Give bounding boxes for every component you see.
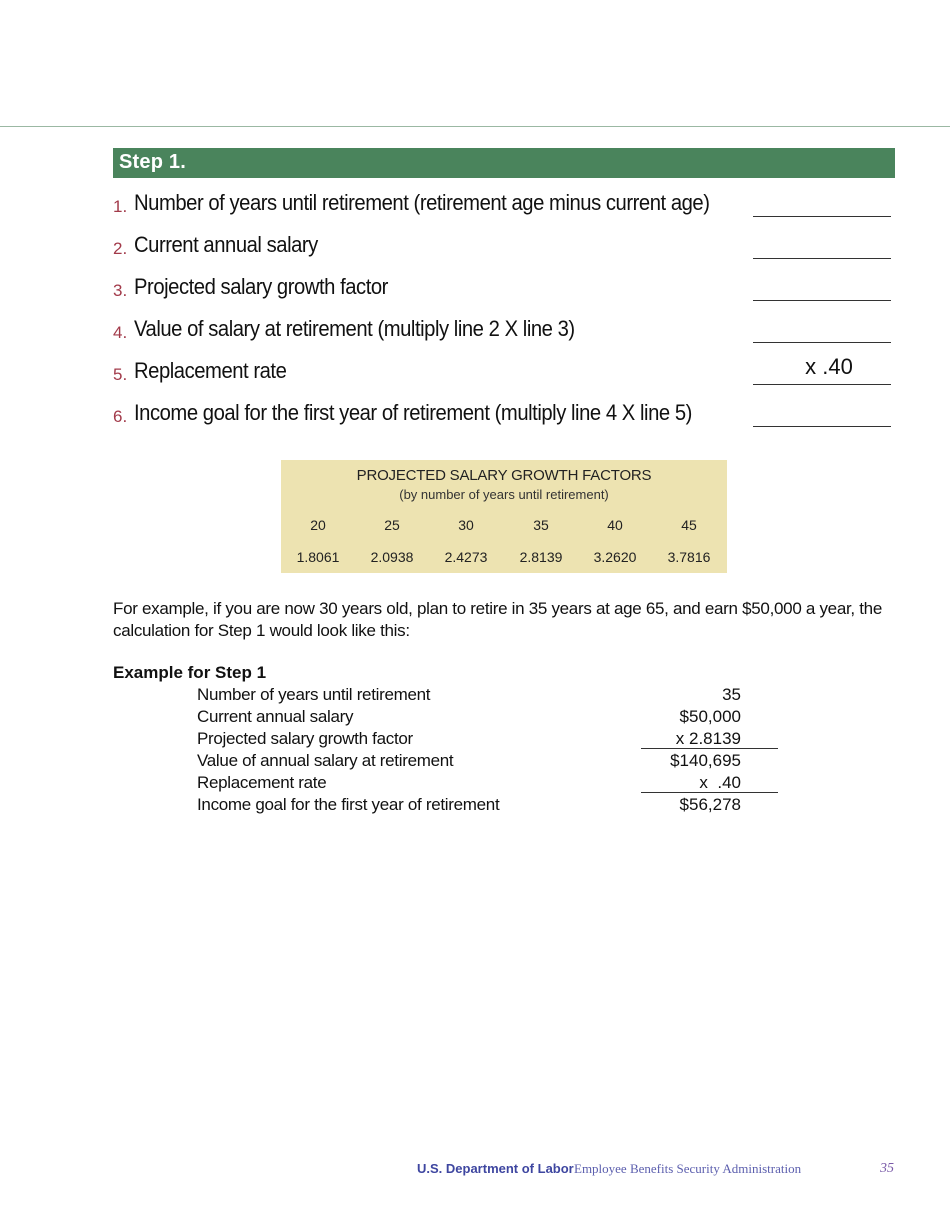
- factor-cell: 3.7816: [667, 549, 711, 565]
- page-number: 35: [880, 1161, 894, 1176]
- example-value: x 2.8139: [675, 729, 741, 748]
- step-line-4: [113, 316, 895, 346]
- line-number: 5.: [113, 365, 128, 384]
- years-cell: 25: [384, 517, 400, 533]
- step-header: [113, 148, 895, 178]
- line-text: Projected salary growth factor: [134, 274, 388, 299]
- factor-cell: 1.8061: [296, 549, 340, 565]
- line-number: 4.: [113, 323, 128, 342]
- line-number: 2.: [113, 239, 128, 258]
- answer-blank[interactable]: [753, 258, 891, 259]
- step-line-3: [113, 274, 895, 304]
- answer-blank[interactable]: [753, 426, 891, 427]
- line-text: Income goal for the first year of retirement (multiply line 4 X line 5): [134, 400, 692, 425]
- step-line-6: [113, 400, 895, 430]
- footer-agency: U.S. Department of Labor: [417, 1161, 574, 1176]
- example-row: [197, 685, 777, 707]
- years-cell: 45: [681, 517, 697, 533]
- answer-blank[interactable]: [753, 342, 891, 343]
- growth-table-subtitle: (by number of years until retirement): [399, 487, 609, 502]
- step-header-title: Step 1.: [119, 151, 186, 173]
- example-paragraph: For example, if you are now 30 years old, plan to retire in 35 years at age 65, and earn $50,000 a year, the calculation for Step 1 would look like this:: [113, 599, 882, 640]
- line-number: 3.: [113, 281, 128, 300]
- growth-table-title: PROJECTED SALARY GROWTH FACTORS: [356, 467, 652, 484]
- example-row: [197, 751, 777, 773]
- answer-blank[interactable]: [753, 384, 891, 385]
- answer-blank[interactable]: [753, 216, 891, 217]
- example-label: Value of annual salary at retirement: [197, 751, 454, 770]
- factor-cell: 2.4273: [444, 549, 488, 565]
- example-value: 35: [722, 685, 741, 704]
- line-text: Number of years until retirement (retirement age minus current age): [134, 190, 710, 215]
- factor-cell: 3.2620: [593, 549, 637, 565]
- footer-sub-agency: Employee Benefits Security Administration: [574, 1161, 802, 1176]
- step-line-1: [113, 190, 895, 220]
- line-number: 6.: [113, 407, 128, 426]
- years-cell: 40: [607, 517, 623, 533]
- line-text: Current annual salary: [134, 232, 318, 257]
- example-label: Income goal for the first year of retirement: [197, 795, 500, 814]
- growth-factor-table: [281, 460, 727, 573]
- top-divider: [0, 126, 950, 127]
- example-label: Replacement rate: [197, 773, 327, 792]
- factor-cell: 2.8139: [519, 549, 563, 565]
- example-value: $50,000: [679, 707, 741, 726]
- example-row: [197, 795, 777, 817]
- line-number: 1.: [113, 197, 128, 216]
- line-text: Replacement rate: [134, 358, 287, 383]
- replacement-rate-value: x .40: [805, 354, 853, 379]
- years-cell: 30: [458, 517, 474, 533]
- example-value: $56,278: [679, 795, 741, 814]
- total-rule: [641, 792, 778, 793]
- example-label: Number of years until retirement: [197, 685, 431, 704]
- page-footer: [0, 1161, 950, 1177]
- example-label: Current annual salary: [197, 707, 354, 726]
- example-label: Projected salary growth factor: [197, 729, 413, 748]
- years-cell: 20: [310, 517, 326, 533]
- step-line-5: [113, 354, 895, 388]
- factor-cell: 2.0938: [370, 549, 414, 565]
- example-heading: Example for Step 1: [113, 663, 267, 682]
- step-line-2: [113, 232, 895, 262]
- subtotal-rule: [641, 748, 778, 749]
- example-row: [197, 707, 777, 729]
- line-text: Value of salary at retirement (multiply line 2 X line 3): [134, 316, 575, 341]
- answer-blank[interactable]: [753, 300, 891, 301]
- example-value: $140,695: [670, 751, 741, 770]
- example-value: x .40: [699, 773, 741, 792]
- years-cell: 35: [533, 517, 549, 533]
